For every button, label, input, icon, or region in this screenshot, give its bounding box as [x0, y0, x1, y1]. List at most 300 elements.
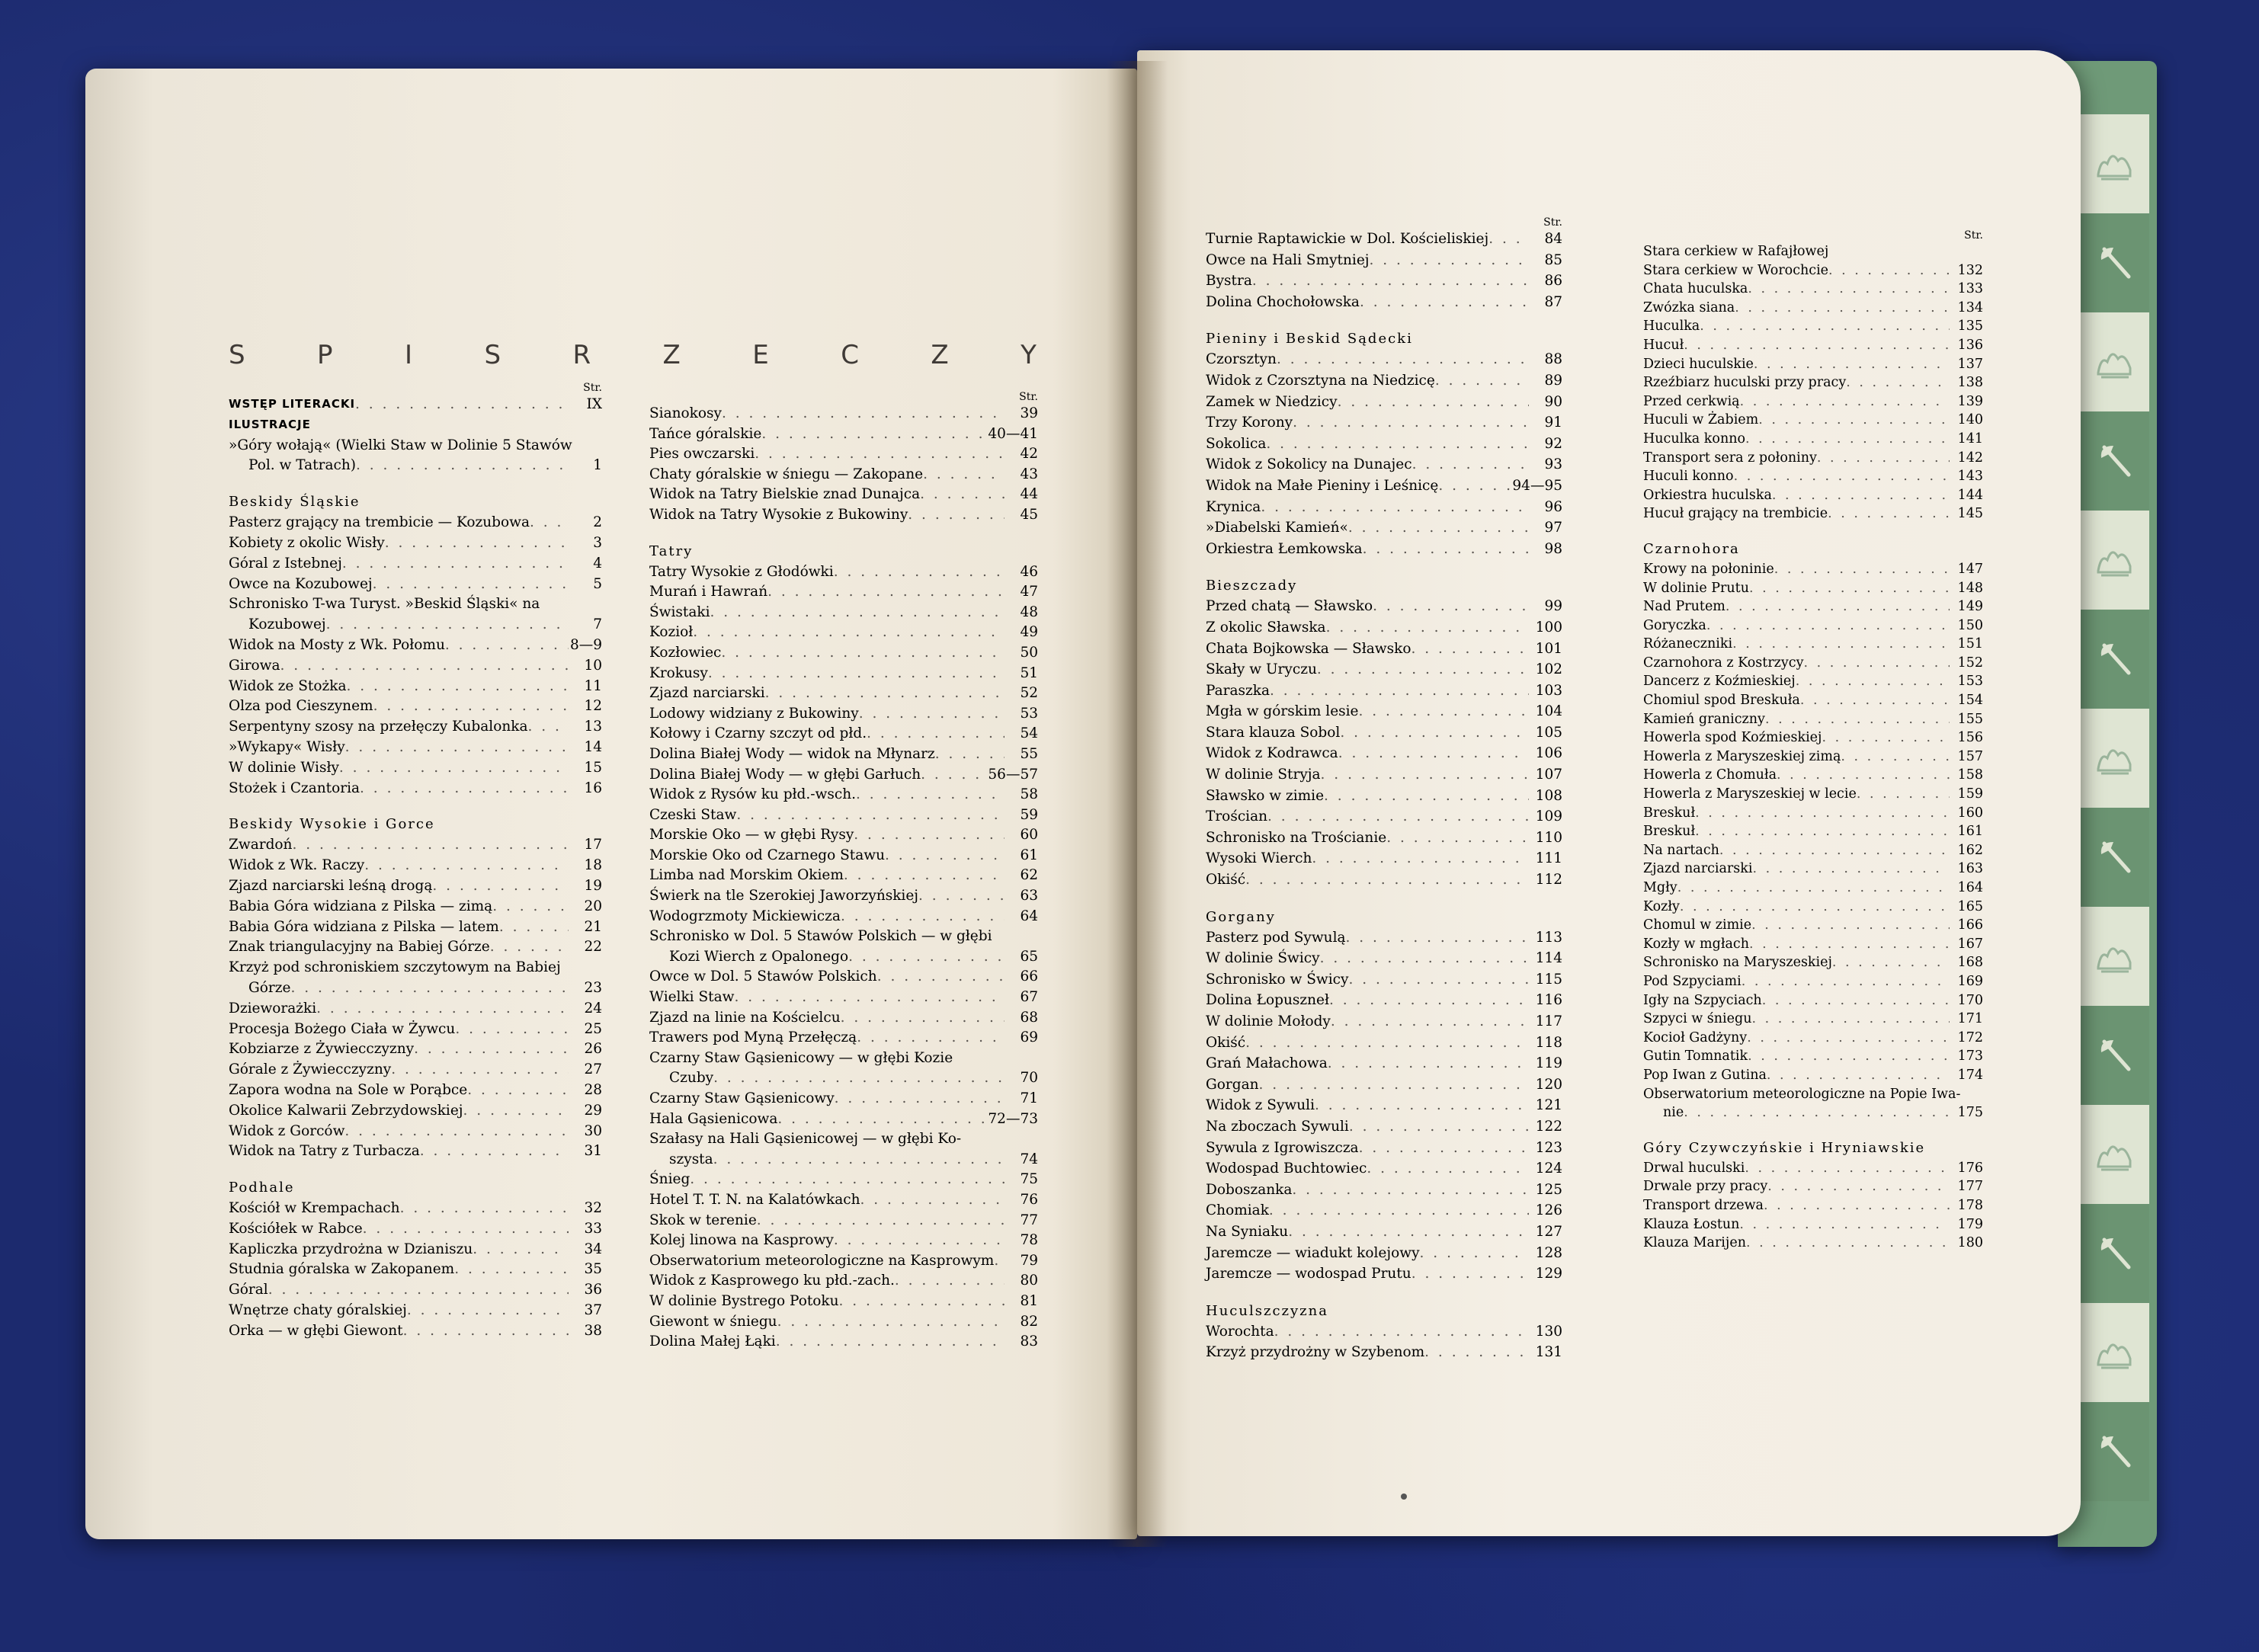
toc-entry [1206, 970, 1562, 991]
toc-column-3 [1206, 216, 1562, 1364]
toc-entry-page: 77 [1020, 1212, 1038, 1228]
toc-entry [1206, 1180, 1562, 1202]
toc-entry [1206, 498, 1562, 519]
toc-entry-page: 43 [1020, 466, 1038, 482]
toc-entry [1643, 1159, 1983, 1178]
dot-leader [1767, 1066, 1950, 1085]
toc-entry-page: 96 [1544, 498, 1562, 515]
dot-leader [1411, 1264, 1529, 1285]
toc-entry [649, 1190, 1038, 1211]
toc-entry-label: Widok na Tatry Wysokie z Bukowiny [649, 506, 908, 523]
dot-leader [693, 623, 1005, 643]
section-heading: Tatry [649, 543, 694, 559]
toc-entry-page: 68 [1020, 1009, 1038, 1026]
dot-leader [1695, 822, 1950, 841]
toc-entry-label: Huculka [1643, 319, 1700, 335]
toc-entry-page: 132 [1957, 262, 1983, 278]
toc-entry-page: 106 [1535, 745, 1562, 762]
axe-icon [2081, 808, 2149, 907]
toc-entry-page: 134 [1957, 299, 1983, 315]
toc-entry-label: Transport drzewa [1643, 1197, 1764, 1213]
toc-entry-label: Widok na Tatry Bielskie znad Dunajca [649, 486, 921, 503]
toc-entry-page: 154 [1957, 693, 1983, 709]
page-dot [1401, 1494, 1407, 1500]
toc-entry [649, 1292, 1038, 1312]
toc-entry-label: Pasterz grający na trembicie — Kozubowa [229, 514, 530, 531]
toc-entry-label: Widok z Wk. Raczy [229, 857, 365, 874]
toc-entry-page: 143 [1957, 469, 1983, 485]
toc-entry-page: 56—57 [988, 766, 1038, 783]
toc-entry-label: Krokusy [649, 664, 708, 681]
toc-entry-page: 53 [1020, 705, 1038, 722]
toc-entry-label: Czarnohora z Kostrzycy [1643, 655, 1804, 671]
toc-entry-label: Breskuł [1643, 824, 1696, 840]
toc-entry [1206, 434, 1562, 456]
toc-entry [1206, 371, 1562, 392]
toc-entry-label: WSTĘP LITERACKI [229, 397, 356, 411]
toc-entry-label: Rzeźbiarz huculski przy pracy [1643, 375, 1847, 391]
dot-leader [757, 1211, 1005, 1231]
toc-entry [229, 575, 602, 595]
toc-entry-label: Okolice Kalwarii Zebrzydowskiej [229, 1102, 463, 1119]
toc-entry-page: 7 [593, 616, 602, 633]
toc-entry-label: Doboszanka [1206, 1181, 1293, 1198]
dot-leader [1857, 785, 1950, 804]
toc-entry-label: W dolinie Prutu [1643, 580, 1749, 596]
dot-leader [1734, 467, 1950, 486]
toc-entry-label: Dzieworażki [229, 1000, 317, 1016]
section-heading: Podhale [229, 1180, 295, 1196]
dot-leader [403, 1321, 569, 1342]
dot-leader [839, 1292, 1005, 1312]
toc-entry-label: W dolinie Świcy [1206, 950, 1320, 967]
toc-entry [229, 1260, 602, 1280]
dot-leader [1762, 991, 1950, 1010]
toc-entry [1643, 728, 1983, 748]
dot-leader [1725, 597, 1950, 616]
toc-entry-page: IX [586, 396, 602, 412]
dot-leader [1817, 449, 1950, 468]
toc-entry-page: 39 [1020, 405, 1038, 421]
toc-entry-page: 21 [584, 918, 602, 935]
toc-entry [1206, 660, 1562, 681]
dot-leader [1488, 229, 1529, 251]
toc-entry-page: 162 [1957, 842, 1983, 858]
toc-entry-page: 1 [593, 457, 602, 474]
dot-leader [1684, 336, 1950, 355]
toc-entry-page: 177 [1957, 1179, 1983, 1195]
toc-entry [1643, 280, 1983, 299]
toc-entry-label: »Diabelski Kamień« [1206, 520, 1348, 536]
toc-entry [1206, 991, 1562, 1012]
toc-entry [229, 917, 602, 938]
dot-leader [854, 825, 1005, 846]
section-heading: Beskidy Wysokie i Gorce [229, 816, 435, 833]
toc-entry [1206, 1033, 1562, 1055]
toc-entry-page: 17 [584, 837, 602, 853]
toc-entry-page [569, 594, 602, 615]
dot-leader [834, 1231, 1005, 1251]
toc-entry-page: 150 [1957, 617, 1983, 633]
toc-entry [1643, 373, 1983, 392]
dot-leader [339, 758, 569, 779]
toc-entry-label: Worochta [1206, 1323, 1274, 1340]
toc-entry [1643, 299, 1983, 318]
dot-leader [767, 582, 1005, 603]
toc-entry-label: Stożek i Czantoria [229, 780, 360, 796]
toc-entry [229, 1020, 602, 1040]
toc-entry-label: Czeski Staw [649, 806, 737, 823]
toc-entry [649, 1271, 1038, 1292]
toc-entry [649, 465, 1038, 485]
toc-entry-label: Drwale przy pracy [1643, 1179, 1768, 1195]
toc-entry-label: Góral [229, 1282, 268, 1298]
dot-leader [347, 677, 569, 697]
toc-entry-page: 133 [1957, 281, 1983, 297]
dot-leader [1328, 1054, 1529, 1075]
toc-entry [229, 395, 602, 415]
toc-entry-label: Przed cerkwią [1643, 393, 1740, 409]
dot-leader [1680, 898, 1950, 917]
dot-leader [1754, 355, 1950, 374]
dot-leader [356, 456, 569, 476]
toc-entry-page: 103 [1535, 682, 1562, 699]
toc-entry-page: 24 [584, 1000, 602, 1016]
toc-entry [229, 779, 602, 799]
dot-leader [467, 1081, 569, 1101]
dot-leader [420, 1141, 569, 1162]
toc-entry-page: 12 [584, 698, 602, 715]
toc-entry-label: Klauza Łostun [1643, 1216, 1740, 1232]
toc-entry [1643, 317, 1983, 336]
toc-entry [229, 1039, 602, 1060]
dot-leader [765, 684, 1005, 704]
toc-entry-page: 165 [1957, 898, 1983, 914]
toc-entry-page: 176 [1957, 1160, 1983, 1176]
dot-leader [1348, 518, 1529, 539]
toc-entry-page: 131 [1535, 1344, 1562, 1361]
dot-leader [1745, 430, 1950, 449]
toc-entry-page: 50 [1020, 644, 1038, 661]
toc-entry-page: 111 [1535, 850, 1562, 867]
dot-leader [1349, 1117, 1529, 1138]
section-heading: Beskidy Śląskie [229, 494, 360, 511]
toc-entry [649, 886, 1038, 907]
toc-entry-label: Chata huculska [1643, 281, 1748, 297]
toc-entry-page: 55 [1020, 745, 1038, 762]
toc-entry-label: Chomiul spod Breskuła [1643, 693, 1800, 709]
toc-entry-page: 90 [1544, 393, 1562, 410]
dot-leader [454, 1260, 569, 1280]
toc-entry-label: Na zboczach Sywuli [1206, 1118, 1349, 1135]
toc-entry [649, 623, 1038, 643]
title-letter: Y [1021, 340, 1037, 370]
toc-entry-label: Transport sera z połoniny [1643, 450, 1817, 466]
dot-leader [1340, 723, 1529, 744]
toc-entry-label: Obserwatorium meteorologiczne na Popie Iwa- [1643, 1086, 1961, 1102]
decorative-cover-strip [2081, 114, 2149, 1501]
toc-entry-label: Sławsko w zimie [1206, 787, 1325, 804]
toc-entry-label: Kozioł [649, 624, 694, 641]
toc-entry [1643, 411, 1983, 430]
toc-entry-label: Widok z Gorców [229, 1122, 345, 1139]
toc-entry-label: Zjazd narciarski [649, 685, 765, 702]
toc-entry-label: Różaneczniki [1643, 636, 1733, 652]
toc-entry-label: Limba nad Morskim Okiem [649, 867, 844, 884]
toc-entry-page: 86 [1544, 273, 1562, 290]
toc-entry [649, 704, 1038, 725]
toc-column-1 [229, 381, 602, 1342]
dot-leader [1245, 1033, 1529, 1055]
page-column-header: Str. [583, 382, 602, 394]
dot-leader [885, 846, 1005, 866]
toc-entry [1643, 597, 1983, 616]
toc-entry-label: Olza pod Cieszynem [229, 698, 373, 715]
toc-entry-page: 152 [1957, 655, 1983, 671]
dot-leader [1846, 373, 1950, 392]
toc-entry [1206, 1343, 1562, 1364]
toc-entry-page: 22 [584, 939, 602, 956]
mountain-icon [2081, 114, 2149, 213]
dot-leader [859, 704, 1005, 725]
toc-entry-page: 115 [1535, 971, 1562, 988]
toc-entry-page: 35 [584, 1261, 602, 1278]
toc-entry [649, 424, 1038, 445]
toc-entry-page: 126 [1535, 1202, 1562, 1219]
toc-entry-page: 125 [1535, 1181, 1562, 1198]
toc-entry [229, 1141, 602, 1162]
toc-entry-label: Kozły [1643, 898, 1680, 914]
toc-entry-page: 94—95 [1512, 477, 1562, 494]
toc-entry-page: 119 [1535, 1055, 1562, 1072]
dot-leader [1373, 597, 1529, 618]
toc-entry-label: Murań i Hawrań [649, 584, 768, 600]
dot-leader [1752, 860, 1950, 879]
toc-entry [1643, 616, 1983, 636]
toc-entry [1643, 449, 1983, 468]
toc-entry [229, 1321, 602, 1342]
toc-entry-label: Krowy na połoninie [1643, 561, 1774, 577]
dot-leader [736, 805, 1005, 826]
toc-entry [1643, 430, 1983, 449]
toc-entry [229, 937, 602, 958]
dot-leader [1749, 935, 1950, 954]
toc-entry [229, 677, 602, 697]
dot-leader [1740, 392, 1950, 411]
toc-entry-page: 110 [1535, 829, 1562, 846]
toc-entry-label: Paraszka [1206, 682, 1270, 699]
toc-entry-label: Kozły w mgłach [1643, 936, 1750, 952]
toc-entry-label: Igły na Szpyciach [1643, 992, 1762, 1008]
toc-entry [1206, 1096, 1562, 1117]
toc-entry [649, 582, 1038, 603]
toc-entry [649, 404, 1038, 424]
toc-entry [1643, 1047, 1983, 1066]
toc-entry-label: Na nartach [1643, 842, 1719, 858]
toc-entry [229, 636, 602, 656]
toc-entry-label: Mgły [1643, 880, 1677, 895]
dot-leader [1321, 765, 1529, 786]
page-column-header: Str. [1019, 391, 1038, 403]
toc-entry [649, 825, 1038, 846]
toc-entry-page: 100 [1535, 619, 1562, 636]
toc-entry [1643, 560, 1983, 579]
toc-entry [649, 765, 1038, 786]
toc-entry [649, 1008, 1038, 1029]
dot-leader [1329, 991, 1529, 1012]
dot-leader [1765, 710, 1950, 729]
dot-leader [1293, 413, 1529, 434]
toc-entry-label: W dolinie Wisły [229, 759, 339, 776]
toc-entry-page: 78 [1020, 1232, 1038, 1249]
toc-entry [229, 1101, 602, 1122]
dot-leader [1749, 579, 1950, 598]
toc-entry [1206, 251, 1562, 272]
dot-leader [373, 696, 569, 717]
dot-leader [1359, 702, 1529, 723]
toc-entry [1643, 691, 1983, 710]
toc-entry [649, 744, 1038, 765]
dot-leader [1412, 455, 1529, 476]
toc-entry [229, 958, 602, 978]
toc-entry [229, 656, 602, 677]
toc-entry-page: 108 [1535, 787, 1562, 804]
toc-entry-page: 145 [1957, 506, 1983, 522]
toc-entry [1643, 1066, 1983, 1085]
axe-icon [2081, 213, 2149, 312]
toc-entry-label: Wodogrzmoty Mickiewicza [649, 908, 841, 924]
toc-entry-label: Dolina Białej Wody — w głębi Garłuch [649, 766, 921, 783]
toc-entry [649, 1170, 1038, 1190]
toc-entry-label: W dolinie Mołody [1206, 1013, 1331, 1029]
dot-leader [841, 907, 1005, 927]
toc-entry-label: »Wykapy« Wisły [229, 738, 345, 755]
dot-leader [311, 415, 569, 436]
toc-entry [229, 978, 602, 999]
axe-icon [2081, 1204, 2149, 1303]
dot-leader [734, 988, 1005, 1008]
dot-leader [848, 947, 1005, 968]
toc-entry [229, 1081, 602, 1101]
toc-entry-label: Szpyci w śniegu [1643, 1011, 1752, 1027]
dot-leader [345, 738, 569, 758]
toc-entry-page: 29 [584, 1102, 602, 1119]
toc-entry-page: 60 [1020, 827, 1038, 844]
toc-entry-label: Drwal huculski [1643, 1160, 1745, 1176]
toc-entry-label: Zwózka siana [1643, 299, 1735, 315]
toc-entry-page: 151 [1957, 636, 1983, 652]
toc-entry-label: Turnie Raptawickie w Dol. Kościeliskiej [1206, 231, 1489, 247]
toc-entry-page: 118 [1535, 1034, 1562, 1051]
dot-leader [860, 1190, 1005, 1211]
toc-entry [229, 1280, 602, 1301]
dot-leader [1706, 616, 1950, 636]
toc-entry-label: Zamek w Niedzicy [1206, 393, 1338, 410]
toc-entry-page: 51 [1020, 664, 1038, 681]
toc-entry [229, 533, 602, 554]
dot-leader [1259, 1075, 1529, 1097]
dot-leader [490, 937, 569, 958]
toc-entry-label: Giewont w śniegu [649, 1313, 777, 1330]
toc-entry-page: 93 [1544, 456, 1562, 473]
toc-entry [649, 846, 1038, 866]
toc-entry [229, 1240, 602, 1260]
toc-entry-page: 104 [1535, 703, 1562, 720]
dot-leader [1774, 560, 1950, 579]
toc-entry-label: Gorgan [1206, 1076, 1259, 1093]
dot-leader [1758, 411, 1950, 430]
toc-entry-label: Czuby [669, 1070, 714, 1087]
toc-entry-label: szysta [669, 1151, 713, 1167]
toc-entry [1206, 350, 1562, 371]
toc-entry-label: Tatry Wysokie z Głodówki [649, 563, 834, 580]
toc-entry-page [1960, 1085, 1994, 1104]
toc-entry-label: nie [1663, 1105, 1684, 1121]
toc-entry-label: Widok z Kasprowego ku płd.-zach. [649, 1273, 895, 1289]
toc-entry-label: Orkiestra Łemkowska [1206, 540, 1363, 557]
toc-entry-page: 59 [1020, 806, 1038, 823]
dot-leader [1386, 828, 1529, 850]
toc-entry-label: Goryczka [1643, 617, 1706, 633]
dot-leader [1742, 972, 1950, 991]
dot-leader [1252, 271, 1529, 293]
toc-entry [649, 927, 1038, 947]
toc-entry-label: Zjazd narciarski [1643, 861, 1753, 877]
toc-entry-label: Schronisko na Maryszeskiej [1643, 955, 1832, 971]
toc-entry [1643, 898, 1983, 917]
toc-entry [1206, 1264, 1562, 1285]
toc-entry [229, 415, 602, 436]
dot-leader [776, 1332, 1005, 1353]
toc-entry-label: Hucuł grający na trembicie [1643, 506, 1828, 522]
toc-entry-page [1005, 1129, 1038, 1150]
dot-leader [1326, 618, 1529, 639]
toc-entry-page: 71 [1020, 1090, 1038, 1106]
toc-column-4 [1643, 229, 1983, 1253]
toc-entry [1643, 1196, 1983, 1215]
toc-entry [229, 554, 602, 575]
toc-entry-page: 5 [593, 575, 602, 592]
toc-entry [1206, 949, 1562, 970]
toc-entry-label: Trzy Korony [1206, 415, 1293, 431]
toc-entry-label: Dancerz z Koźmieskiej [1643, 674, 1796, 690]
toc-entry-label: Owce na Kozubowej [229, 575, 373, 592]
toc-entry [1643, 822, 1983, 841]
dot-leader [1360, 293, 1529, 314]
toc-entry-label: Kocioł Gadżyny [1643, 1029, 1748, 1045]
toc-entry-label: Schronisko w Świcy [1206, 971, 1349, 988]
toc-entry-page: 82 [1020, 1313, 1038, 1330]
toc-entry-page: 107 [1535, 767, 1562, 783]
dot-leader [473, 1240, 569, 1260]
toc-entry-label: Widok ze Stożka [229, 677, 347, 694]
toc-entry-page [572, 436, 606, 456]
dot-leader [1317, 660, 1529, 681]
toc-entry [649, 967, 1038, 988]
toc-entry [1206, 807, 1562, 828]
toc-entry-label: Okiść [1206, 1034, 1246, 1051]
dot-leader [1315, 1096, 1529, 1117]
dot-leader [1828, 504, 1950, 523]
toc-entry [649, 1251, 1038, 1272]
toc-entry [1206, 1322, 1562, 1343]
toc-entry-page: 49 [1020, 624, 1038, 641]
toc-entry [1206, 1012, 1562, 1033]
dot-leader [1331, 1012, 1529, 1033]
title-letter: Z [931, 340, 949, 370]
axe-icon [2081, 610, 2149, 709]
toc-entry [229, 456, 602, 476]
